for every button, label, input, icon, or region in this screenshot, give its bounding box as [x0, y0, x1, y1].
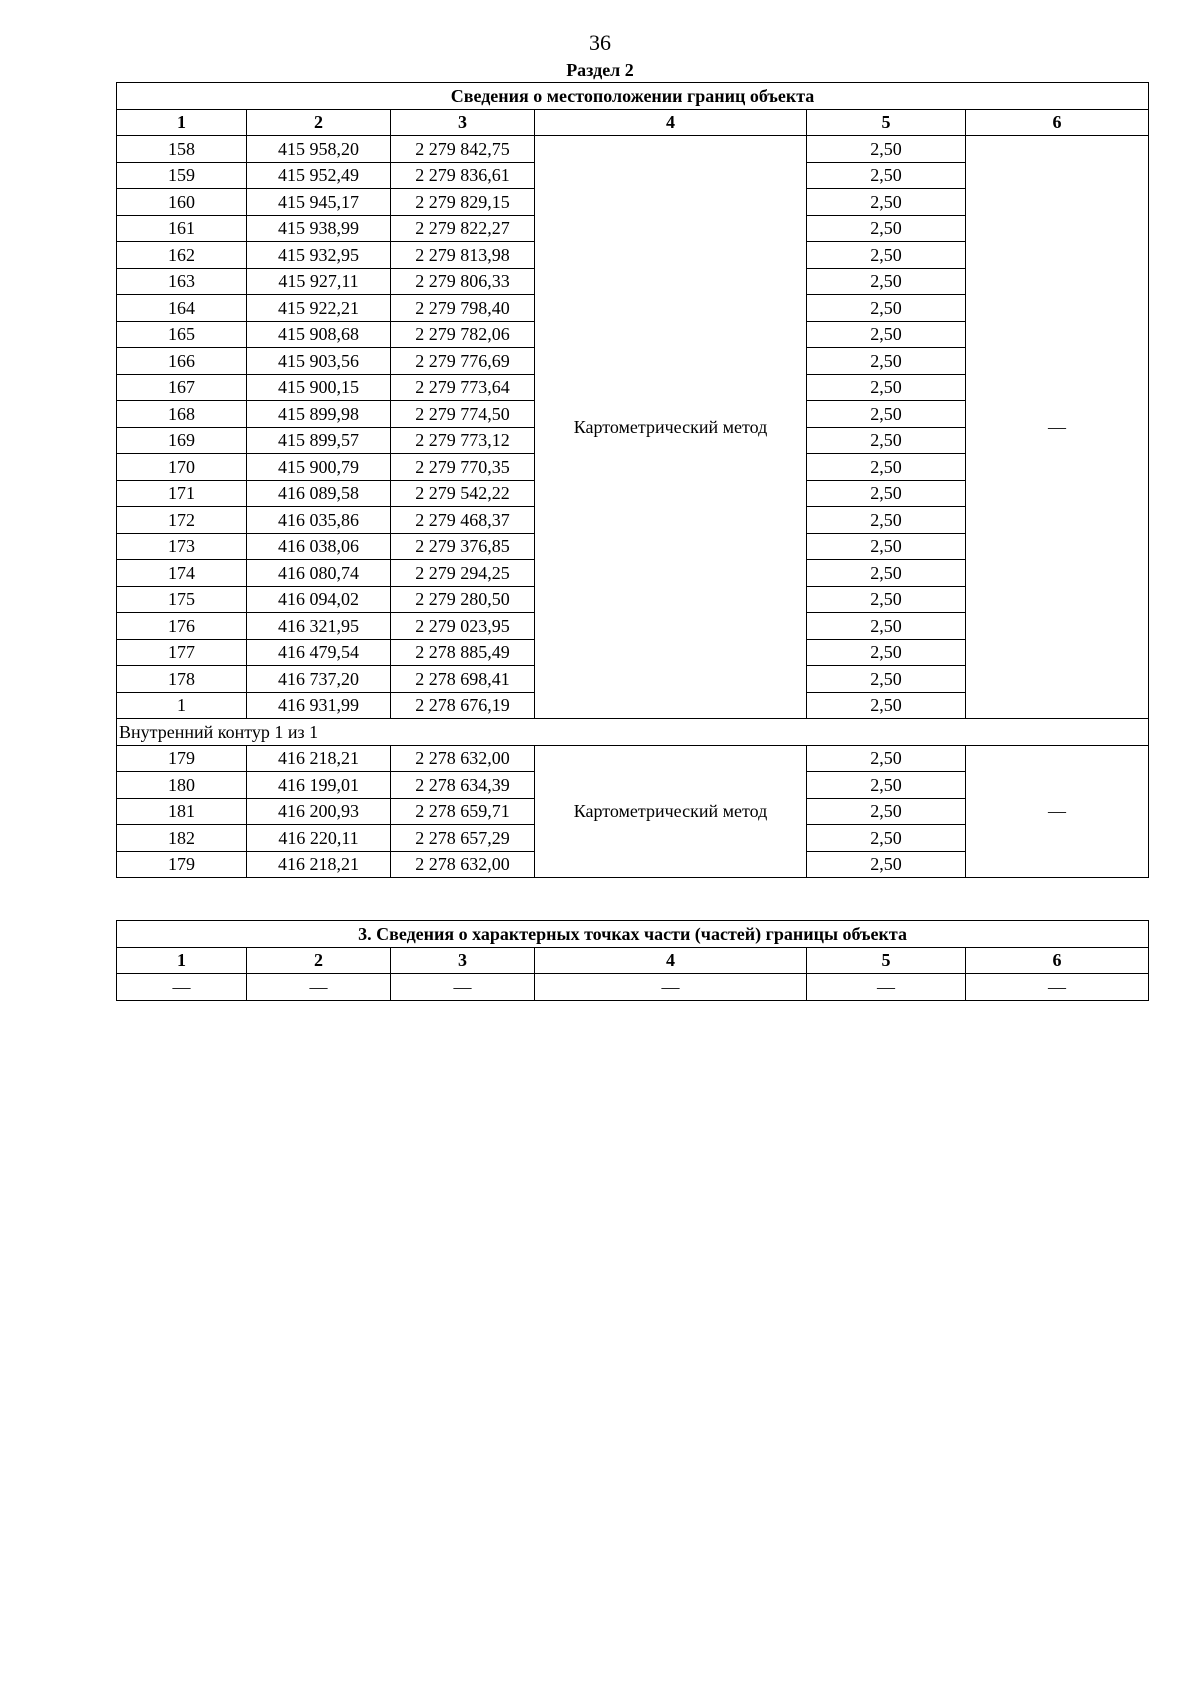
accuracy-value: 2,50 — [807, 189, 966, 216]
parts-section-title: 3. Сведения о характерных точках части (частей) границы объекта — [117, 921, 1149, 948]
coordinate-x: 416 200,93 — [247, 798, 391, 825]
column-number: 5 — [807, 109, 966, 136]
column-number: 1 — [117, 109, 247, 136]
empty-cell: — — [247, 974, 391, 1001]
contour-label-row — [117, 719, 1149, 746]
coordinate-x: 416 089,58 — [247, 480, 391, 507]
column-number: 4 — [535, 947, 807, 974]
point-number: 1 — [117, 692, 247, 719]
coordinate-y: 2 279 822,27 — [391, 215, 535, 242]
column-number: 6 — [966, 109, 1149, 136]
point-number: 163 — [117, 268, 247, 295]
coordinate-y: 2 279 776,69 — [391, 348, 535, 375]
coordinate-x: 416 035,86 — [247, 507, 391, 534]
coordinate-x: 415 927,11 — [247, 268, 391, 295]
column-number: 1 — [117, 947, 247, 974]
page-number: 36 — [589, 30, 611, 55]
accuracy-value: 2,50 — [807, 692, 966, 719]
coordinate-x: 415 903,56 — [247, 348, 391, 375]
coordinate-x: 415 908,68 — [247, 321, 391, 348]
accuracy-value: 2,50 — [807, 745, 966, 772]
column-number: 6 — [966, 947, 1149, 974]
accuracy-value: 2,50 — [807, 825, 966, 852]
coordinate-y: 2 278 632,00 — [391, 745, 535, 772]
accuracy-value: 2,50 — [807, 798, 966, 825]
coordinate-x: 415 900,15 — [247, 374, 391, 401]
accuracy-value: 2,50 — [807, 215, 966, 242]
coordinate-y: 2 279 468,37 — [391, 507, 535, 534]
empty-cell: — — [117, 974, 247, 1001]
coordinate-x: 415 899,98 — [247, 401, 391, 428]
empty-cell: — — [807, 974, 966, 1001]
accuracy-value: 2,50 — [807, 851, 966, 878]
empty-cell: — — [535, 974, 807, 1001]
coordinate-y: 2 279 774,50 — [391, 401, 535, 428]
point-number: 165 — [117, 321, 247, 348]
accuracy-value: 2,50 — [807, 321, 966, 348]
empty-cell: — — [391, 974, 535, 1001]
accuracy-value: 2,50 — [807, 454, 966, 481]
coordinate-x: 416 199,01 — [247, 772, 391, 799]
coordinate-y: 2 279 782,06 — [391, 321, 535, 348]
coordinate-y: 2 279 806,33 — [391, 268, 535, 295]
point-number: 180 — [117, 772, 247, 799]
column-number-row — [117, 109, 1149, 136]
point-number: 162 — [117, 242, 247, 269]
accuracy-value: 2,50 — [807, 480, 966, 507]
point-number: 182 — [117, 825, 247, 852]
accuracy-value: 2,50 — [807, 772, 966, 799]
coordinate-x: 416 094,02 — [247, 586, 391, 613]
coordinate-x: 416 038,06 — [247, 533, 391, 560]
accuracy-value: 2,50 — [807, 613, 966, 640]
coordinate-x: 416 080,74 — [247, 560, 391, 587]
accuracy-value: 2,50 — [807, 242, 966, 269]
table-row — [117, 745, 1149, 772]
coordinate-x: 416 220,11 — [247, 825, 391, 852]
point-number: 169 — [117, 427, 247, 454]
coordinate-y: 2 279 842,75 — [391, 136, 535, 163]
coordinate-y: 2 278 632,00 — [391, 851, 535, 878]
accuracy-value: 2,50 — [807, 586, 966, 613]
parts-title-row — [117, 921, 1149, 948]
method-cell: Картометрический метод — [535, 745, 807, 878]
table-title-row — [117, 83, 1149, 110]
coordinate-y: 2 279 280,50 — [391, 586, 535, 613]
accuracy-value: 2,50 — [807, 136, 966, 163]
point-number: 167 — [117, 374, 247, 401]
contour-label: Внутренний контур 1 из 1 — [117, 719, 1149, 746]
section-title: Раздел 2 — [566, 60, 634, 80]
accuracy-value: 2,50 — [807, 507, 966, 534]
coordinate-y: 2 278 657,29 — [391, 825, 535, 852]
point-number: 172 — [117, 507, 247, 534]
parts-empty-row — [117, 974, 1149, 1001]
coordinate-x: 415 952,49 — [247, 162, 391, 189]
description-cell: — — [966, 136, 1149, 719]
accuracy-value: 2,50 — [807, 666, 966, 693]
column-number: 2 — [247, 109, 391, 136]
table-row — [117, 136, 1149, 163]
point-number: 170 — [117, 454, 247, 481]
coordinate-x: 415 932,95 — [247, 242, 391, 269]
accuracy-value: 2,50 — [807, 348, 966, 375]
point-number: 181 — [117, 798, 247, 825]
point-number: 179 — [117, 745, 247, 772]
description-cell: — — [966, 745, 1149, 878]
accuracy-value: 2,50 — [807, 374, 966, 401]
coordinate-y: 2 279 376,85 — [391, 533, 535, 560]
coordinate-x: 415 899,57 — [247, 427, 391, 454]
point-number: 166 — [117, 348, 247, 375]
point-number: 174 — [117, 560, 247, 587]
column-number: 5 — [807, 947, 966, 974]
parts-column-number-row — [117, 947, 1149, 974]
column-number: 4 — [535, 109, 807, 136]
point-number: 178 — [117, 666, 247, 693]
coordinate-x: 415 938,99 — [247, 215, 391, 242]
coordinate-y: 2 279 836,61 — [391, 162, 535, 189]
point-number: 168 — [117, 401, 247, 428]
point-number: 164 — [117, 295, 247, 322]
coordinate-y: 2 278 634,39 — [391, 772, 535, 799]
point-number: 160 — [117, 189, 247, 216]
coordinate-x: 415 900,79 — [247, 454, 391, 481]
coordinate-x: 415 958,20 — [247, 136, 391, 163]
point-number: 161 — [117, 215, 247, 242]
empty-cell: — — [966, 974, 1149, 1001]
coordinate-x: 416 321,95 — [247, 613, 391, 640]
point-number: 177 — [117, 639, 247, 666]
coordinate-x: 416 737,20 — [247, 666, 391, 693]
boundary-table-body — [117, 83, 1149, 878]
coordinate-y: 2 279 798,40 — [391, 295, 535, 322]
coordinate-x: 416 479,54 — [247, 639, 391, 666]
coordinate-y: 2 278 698,41 — [391, 666, 535, 693]
table-title: Сведения о местоположении границ объекта — [117, 83, 1149, 110]
accuracy-value: 2,50 — [807, 427, 966, 454]
point-number: 175 — [117, 586, 247, 613]
coordinate-y: 2 279 770,35 — [391, 454, 535, 481]
point-number: 176 — [117, 613, 247, 640]
coordinate-x: 416 218,21 — [247, 851, 391, 878]
accuracy-value: 2,50 — [807, 162, 966, 189]
coordinate-y: 2 279 813,98 — [391, 242, 535, 269]
coordinate-y: 2 279 773,12 — [391, 427, 535, 454]
accuracy-value: 2,50 — [807, 560, 966, 587]
coordinate-y: 2 279 294,25 — [391, 560, 535, 587]
point-number: 159 — [117, 162, 247, 189]
coordinate-y: 2 279 023,95 — [391, 613, 535, 640]
coordinate-x: 416 931,99 — [247, 692, 391, 719]
accuracy-value: 2,50 — [807, 268, 966, 295]
method-cell: Картометрический метод — [535, 136, 807, 719]
point-number: 179 — [117, 851, 247, 878]
column-number: 2 — [247, 947, 391, 974]
coordinate-x: 415 922,21 — [247, 295, 391, 322]
point-number: 173 — [117, 533, 247, 560]
column-number: 3 — [391, 109, 535, 136]
boundary-coordinates-table — [116, 82, 1149, 878]
column-number: 3 — [391, 947, 535, 974]
coordinate-y: 2 278 676,19 — [391, 692, 535, 719]
coordinate-y: 2 279 829,15 — [391, 189, 535, 216]
coordinate-y: 2 278 659,71 — [391, 798, 535, 825]
point-number: 171 — [117, 480, 247, 507]
accuracy-value: 2,50 — [807, 639, 966, 666]
coordinate-x: 415 945,17 — [247, 189, 391, 216]
point-number: 158 — [117, 136, 247, 163]
parts-points-table — [116, 920, 1149, 1001]
coordinate-y: 2 278 885,49 — [391, 639, 535, 666]
accuracy-value: 2,50 — [807, 401, 966, 428]
accuracy-value: 2,50 — [807, 533, 966, 560]
coordinate-y: 2 279 773,64 — [391, 374, 535, 401]
coordinate-y: 2 279 542,22 — [391, 480, 535, 507]
coordinate-x: 416 218,21 — [247, 745, 391, 772]
accuracy-value: 2,50 — [807, 295, 966, 322]
